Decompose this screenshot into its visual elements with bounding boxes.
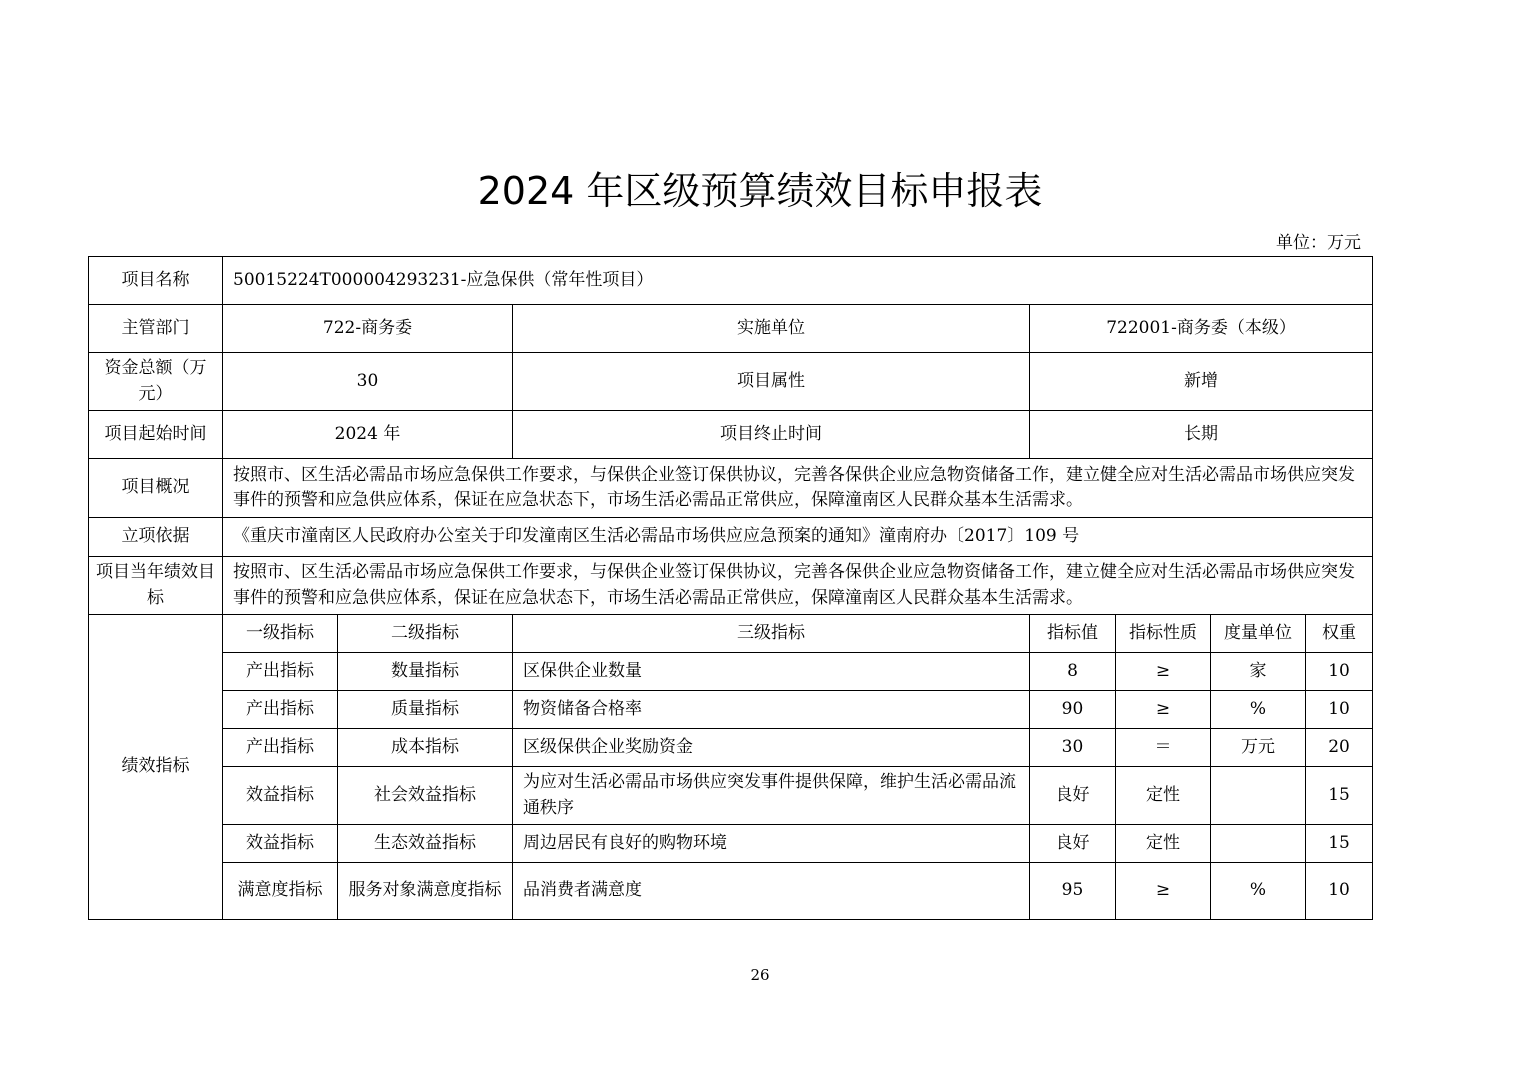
cell-level1: 产出指标 xyxy=(223,653,338,691)
header-level1: 一级指标 xyxy=(223,615,338,653)
value-department: 722-商务委 xyxy=(223,305,513,353)
page-number: 26 xyxy=(750,966,770,984)
label-start-time: 项目起始时间 xyxy=(89,411,223,459)
header-weight: 权重 xyxy=(1306,615,1373,653)
cell-indicator-nature: ＝ xyxy=(1116,729,1211,767)
row-overview xyxy=(89,459,1373,518)
perf-row xyxy=(89,863,1373,920)
perf-header-row xyxy=(89,615,1373,653)
cell-measure-unit: 家 xyxy=(1211,653,1306,691)
cell-weight: 15 xyxy=(1306,767,1373,825)
value-overview: 按照市、区生活必需品市场应急保供工作要求，与保供企业签订保供协议，完善各保供企业应急物资储备工作，建立健全应对生活必需品市场供应突发事件的预警和应急供应体系，保证在应急状态下，市场生活必需品正常供应，保障潼南区人民群众基本生活需求。 xyxy=(223,459,1373,518)
header-indicator-nature: 指标性质 xyxy=(1116,615,1211,653)
cell-indicator-nature: ≥ xyxy=(1116,691,1211,729)
label-overview: 项目概况 xyxy=(89,459,223,518)
cell-level3: 品消费者满意度 xyxy=(513,863,1030,920)
label-annual-goal: 项目当年绩效目标 xyxy=(89,557,223,615)
header-indicator-value: 指标值 xyxy=(1030,615,1116,653)
cell-weight: 20 xyxy=(1306,729,1373,767)
cell-indicator-value: 95 xyxy=(1030,863,1116,920)
cell-level2: 服务对象满意度指标 xyxy=(338,863,513,920)
value-basis: 《重庆市潼南区人民政府办公室关于印发潼南区生活必需品市场供应应急预案的通知》潼南府办〔2017〕109 号 xyxy=(223,518,1373,557)
perf-row xyxy=(89,729,1373,767)
cell-weight: 10 xyxy=(1306,653,1373,691)
cell-measure-unit xyxy=(1211,767,1306,825)
cell-indicator-nature: ≥ xyxy=(1116,653,1211,691)
cell-level3: 区保供企业数量 xyxy=(513,653,1030,691)
cell-measure-unit: % xyxy=(1211,691,1306,729)
unit-label: 单位：万元 xyxy=(1276,233,1361,253)
cell-level2: 成本指标 xyxy=(338,729,513,767)
value-annual-goal: 按照市、区生活必需品市场应急保供工作要求，与保供企业签订保供协议，完善各保供企业应急物资储备工作，建立健全应对生活必需品市场供应突发事件的预警和应急供应体系，保证在应急状态下，市场生活必需品正常供应，保障潼南区人民群众基本生活需求。 xyxy=(223,557,1373,615)
value-fund-total: 30 xyxy=(223,353,513,411)
row-department xyxy=(89,305,1373,353)
label-end-time: 项目终止时间 xyxy=(513,411,1030,459)
label-basis: 立项依据 xyxy=(89,518,223,557)
row-time xyxy=(89,411,1373,459)
cell-weight: 15 xyxy=(1306,825,1373,863)
label-implementing-unit: 实施单位 xyxy=(513,305,1030,353)
cell-level2: 质量指标 xyxy=(338,691,513,729)
label-project-name: 项目名称 xyxy=(89,257,223,305)
cell-measure-unit xyxy=(1211,825,1306,863)
perf-row xyxy=(89,691,1373,729)
row-project-name xyxy=(89,257,1373,305)
label-department: 主管部门 xyxy=(89,305,223,353)
cell-indicator-nature: ≥ xyxy=(1116,863,1211,920)
header-measure-unit: 度量单位 xyxy=(1211,615,1306,653)
cell-level1: 产出指标 xyxy=(223,691,338,729)
cell-level1: 效益指标 xyxy=(223,825,338,863)
perf-row xyxy=(89,653,1373,691)
value-start-time: 2024 年 xyxy=(223,411,513,459)
cell-indicator-value: 8 xyxy=(1030,653,1116,691)
cell-level3: 物资储备合格率 xyxy=(513,691,1030,729)
header-level3: 三级指标 xyxy=(513,615,1030,653)
cell-level3: 区级保供企业奖励资金 xyxy=(513,729,1030,767)
cell-level3: 为应对生活必需品市场供应突发事件提供保障，维护生活必需品流通秩序 xyxy=(513,767,1030,825)
cell-indicator-nature: 定性 xyxy=(1116,767,1211,825)
value-project-attribute: 新增 xyxy=(1030,353,1373,411)
cell-indicator-value: 良好 xyxy=(1030,767,1116,825)
perf-row xyxy=(89,825,1373,863)
budget-form-table xyxy=(88,256,1373,920)
cell-level2: 社会效益指标 xyxy=(338,767,513,825)
cell-indicator-nature: 定性 xyxy=(1116,825,1211,863)
row-annual-goal xyxy=(89,557,1373,615)
value-end-time: 长期 xyxy=(1030,411,1373,459)
cell-indicator-value: 30 xyxy=(1030,729,1116,767)
cell-level2: 生态效益指标 xyxy=(338,825,513,863)
cell-measure-unit: % xyxy=(1211,863,1306,920)
value-implementing-unit: 722001-商务委（本级） xyxy=(1030,305,1373,353)
cell-level1: 满意度指标 xyxy=(223,863,338,920)
label-project-attribute: 项目属性 xyxy=(513,353,1030,411)
label-performance-indicators: 绩效指标 xyxy=(89,615,223,920)
cell-level3: 周边居民有良好的购物环境 xyxy=(513,825,1030,863)
cell-measure-unit: 万元 xyxy=(1211,729,1306,767)
cell-level1: 产出指标 xyxy=(223,729,338,767)
row-fund xyxy=(89,353,1373,411)
label-fund-total: 资金总额（万元） xyxy=(89,353,223,411)
cell-level2: 数量指标 xyxy=(338,653,513,691)
cell-indicator-value: 良好 xyxy=(1030,825,1116,863)
perf-row xyxy=(89,767,1373,825)
cell-level1: 效益指标 xyxy=(223,767,338,825)
value-project-name: 50015224T000004293231-应急保供（常年性项目） xyxy=(223,257,1373,305)
cell-indicator-value: 90 xyxy=(1030,691,1116,729)
header-level2: 二级指标 xyxy=(338,615,513,653)
cell-weight: 10 xyxy=(1306,863,1373,920)
page-title: 2024 年区级预算绩效目标申报表 xyxy=(477,169,1043,213)
row-basis xyxy=(89,518,1373,557)
cell-weight: 10 xyxy=(1306,691,1373,729)
